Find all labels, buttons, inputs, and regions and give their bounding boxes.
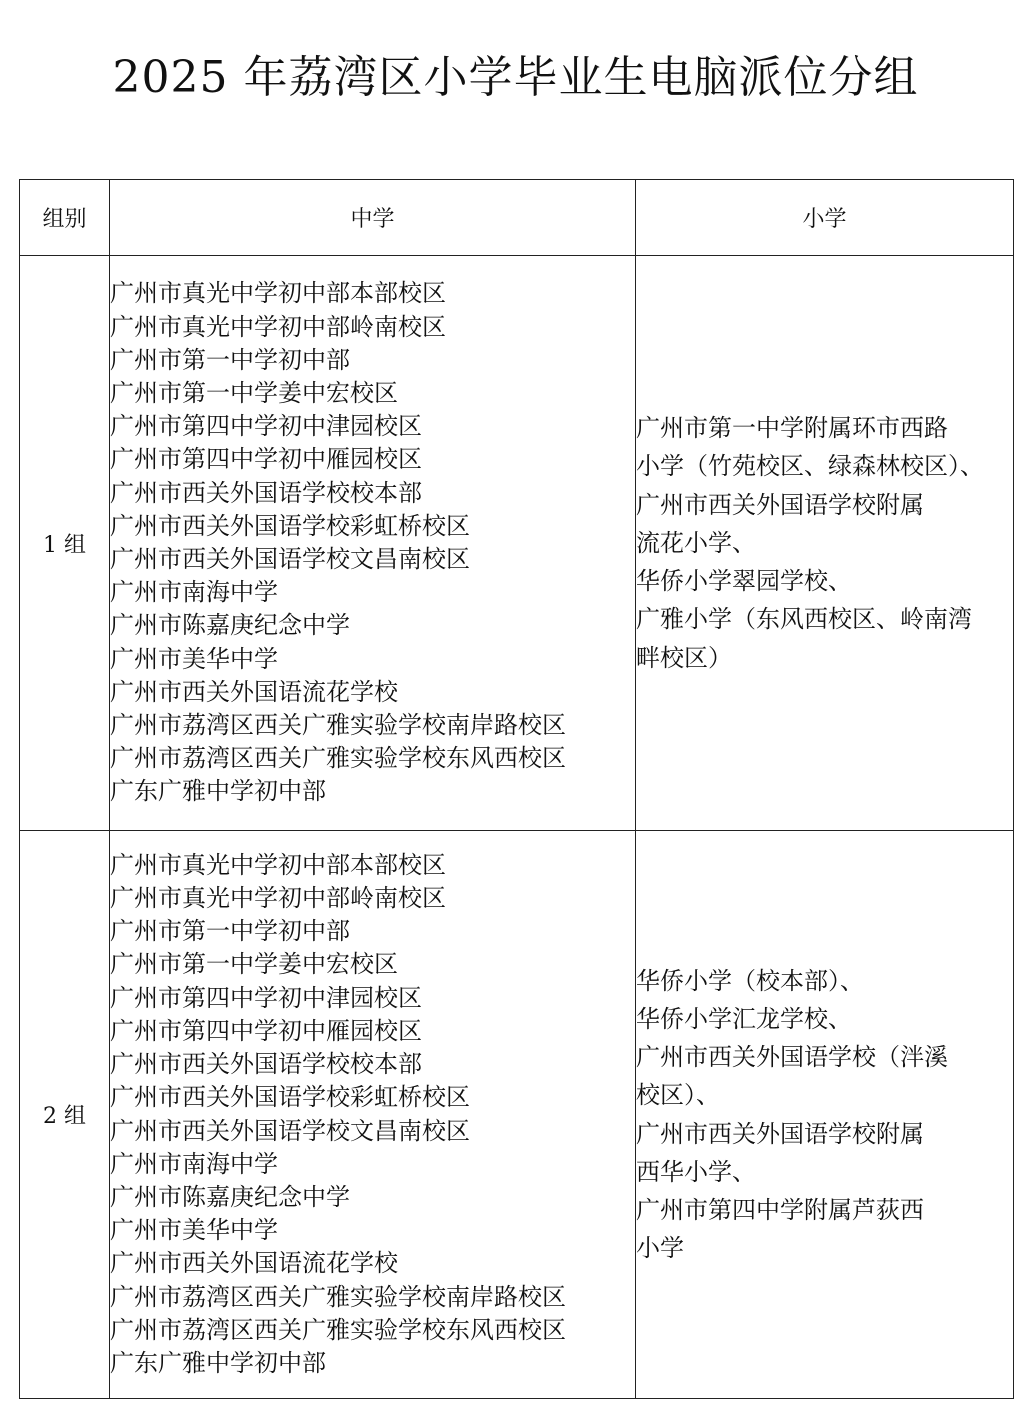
middle-school-cell <box>110 831 636 1399</box>
list-item: 广州市真光中学初中部本部校区 <box>110 279 446 308</box>
list-item: 广州市第四中学初中津园校区 <box>110 983 422 1012</box>
list-item: 广州市真光中学初中部本部校区 <box>110 850 446 879</box>
list-item: 校区）、 <box>636 1081 720 1110</box>
list-item: 广州市荔湾区西关广雅实验学校南岸路校区 <box>110 1282 566 1311</box>
list-item: 广州市西关外国语流花学校 <box>110 677 398 706</box>
list-item: 华侨小学汇龙学校、 <box>636 1004 852 1033</box>
list-item: 西华小学、 <box>636 1157 756 1186</box>
list-item: 广州市第四中学附属芦荻西 <box>636 1195 924 1224</box>
grouping-table <box>19 179 1014 1399</box>
list-item: 广州市第四中学初中雁园校区 <box>110 1016 422 1045</box>
table-header-row <box>20 180 1014 256</box>
list-item: 广州市西关外国语流花学校 <box>110 1249 398 1278</box>
middle-school-list <box>110 277 635 808</box>
list-item: 广州市南海中学 <box>110 578 278 607</box>
primary-school-list <box>636 409 1013 676</box>
list-item: 广东广雅中学初中部 <box>110 1348 326 1377</box>
primary-school-cell <box>636 256 1014 831</box>
list-item: 广州市西关外国语学校文昌南校区 <box>110 1116 470 1145</box>
list-item: 广州市西关外国语学校彩虹桥校区 <box>110 1083 470 1112</box>
group-label: 1 组 <box>20 256 110 831</box>
list-item: 广州市荔湾区西关广雅实验学校东风西校区 <box>110 1315 566 1344</box>
list-item: 广雅小学（东风西校区、岭南湾 <box>636 605 972 634</box>
list-item: 广州市西关外国语学校校本部 <box>110 478 422 507</box>
list-item: 广州市西关外国语学校文昌南校区 <box>110 545 470 573</box>
list-item: 广州市第一中学初中部 <box>110 917 350 946</box>
list-item: 广州市第四中学初中雁园校区 <box>110 445 422 474</box>
list-item: 广州市真光中学初中部岭南校区 <box>110 884 446 913</box>
primary-school-list <box>636 962 1013 1268</box>
list-item: 广州市陈嘉庚纪念中学 <box>110 611 350 640</box>
list-item: 广州市西关外国语学校（泮溪 <box>636 1043 948 1072</box>
list-item: 广州市陈嘉庚纪念中学 <box>110 1182 350 1211</box>
middle-school-cell <box>110 256 636 831</box>
list-item: 广州市荔湾区西关广雅实验学校东风西校区 <box>110 744 566 773</box>
list-item: 畔校区） <box>636 643 732 672</box>
list-item: 广州市第一中学初中部 <box>110 345 350 374</box>
list-item: 广州市真光中学初中部岭南校区 <box>110 312 446 341</box>
header-primary-school: 小学 <box>636 180 1014 256</box>
list-item: 广州市第一中学姜中宏校区 <box>110 378 398 407</box>
list-item: 广州市美华中学 <box>110 1216 278 1245</box>
header-middle-school: 中学 <box>110 180 636 256</box>
list-item: 广东广雅中学初中部 <box>110 777 326 806</box>
list-item: 广州市西关外国语学校校本部 <box>110 1050 422 1079</box>
list-item: 广州市第四中学初中津园校区 <box>110 412 422 441</box>
list-item: 广州市第一中学附属环市西路 <box>636 414 948 443</box>
primary-school-cell <box>636 831 1014 1399</box>
list-item: 广州市西关外国语学校附属 <box>636 490 924 519</box>
group-label: 2 组 <box>20 831 110 1399</box>
list-item: 华侨小学翠园学校、 <box>636 567 852 596</box>
page-title: 2025 年荔湾区小学毕业生电脑派位分组 <box>112 52 919 103</box>
list-item: 流花小学、 <box>636 528 756 557</box>
list-item: 广州市西关外国语学校附属 <box>636 1119 924 1148</box>
middle-school-list <box>110 849 635 1380</box>
list-item: 小学（竹苑校区、绿森林校区）、 <box>636 452 984 481</box>
list-item: 广州市第一中学姜中宏校区 <box>110 950 398 979</box>
list-item: 华侨小学（校本部）、 <box>636 966 864 995</box>
list-item: 广州市西关外国语学校彩虹桥校区 <box>110 511 470 540</box>
list-item: 广州市南海中学 <box>110 1149 278 1178</box>
list-item: 广州市美华中学 <box>110 644 278 673</box>
table-row-group-2 <box>20 831 1014 1399</box>
list-item: 广州市荔湾区西关广雅实验学校南岸路校区 <box>110 711 566 740</box>
list-item: 小学 <box>636 1234 684 1263</box>
header-group: 组别 <box>20 180 110 256</box>
table-row-group-1 <box>20 256 1014 831</box>
